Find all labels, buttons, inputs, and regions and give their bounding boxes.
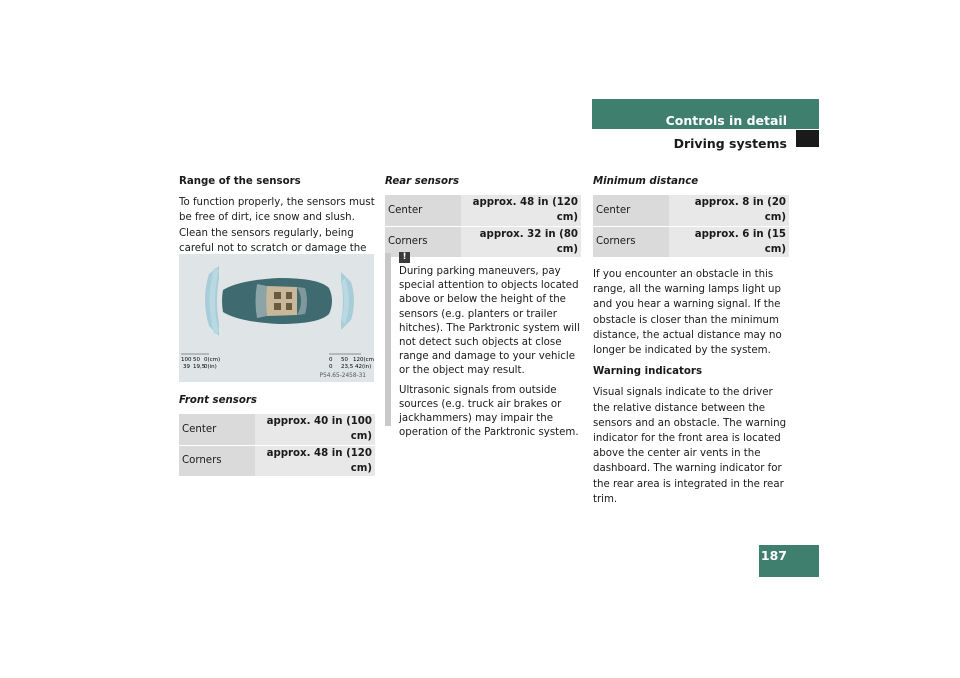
scale-right-cm-1: 50 xyxy=(341,357,348,363)
header-marker xyxy=(796,130,819,147)
rear-sensors-title: Rear sensors xyxy=(385,176,460,187)
table-label: Corners xyxy=(179,445,255,476)
range-paragraph: To function properly, the sensors must be free of dirt, ice snow and slush. Clean the sensors regularly, being careful not to scratch or damage the xyxy=(179,197,375,254)
front-sensors-title: Front sensors xyxy=(179,395,257,406)
table-label: Center xyxy=(179,414,255,445)
table-value: approx. 6 in (15 cm) xyxy=(669,226,789,257)
rear-sensors xyxy=(385,174,581,257)
table-row xyxy=(179,414,375,445)
page-number: 187 xyxy=(760,548,787,563)
table-label: Center xyxy=(593,195,669,226)
warning-note xyxy=(385,252,580,439)
car-topview-illustration xyxy=(179,254,374,382)
column-3 xyxy=(593,174,789,513)
scale-left-cm-0: 100 xyxy=(181,357,192,363)
min-distance-table xyxy=(593,195,789,257)
scale-right-cm-2: 120(cm) xyxy=(353,357,374,363)
scale-right-cm-0: 0 xyxy=(329,357,333,363)
section-title: Controls in detail xyxy=(665,113,787,128)
scale-right-in-2: 42(in) xyxy=(355,364,372,370)
front-sensors xyxy=(179,393,375,476)
rear-sensors-table xyxy=(385,195,581,257)
table-value: approx. 48 in (120 cm) xyxy=(255,445,375,476)
figure-code: P54.65-2458-31 xyxy=(319,373,366,379)
scale-left-in-0: 39 xyxy=(183,364,190,370)
front-sensors-table xyxy=(179,414,375,476)
note-text xyxy=(399,265,581,445)
scale-left-in-1: 19,5 xyxy=(193,364,206,370)
scale-left-in-2: 0(in) xyxy=(204,364,217,370)
table-label: Corners xyxy=(593,226,669,257)
table-label: Center xyxy=(385,195,461,226)
scale-left-cm-1: 50 xyxy=(193,357,200,363)
note-paragraph-1: During parking maneuvers, pay special attention to objects located above or below the height of the sensors (e.g. planters or trailer hitches). The Parktronic system will not detect such objects at close range and damage to your vehicle or the object may result. xyxy=(399,266,580,377)
table-row xyxy=(593,195,789,226)
section-subtitle: Driving systems xyxy=(673,136,787,151)
warning-indicators-heading: Warning indicators xyxy=(593,366,703,378)
page-number-tab xyxy=(759,545,819,577)
scale-right-in-0: 0 xyxy=(329,364,333,370)
warning-indicators-paragraph: Visual signals indicate to the driver the relative distance between the sensors and an obstacle. The warning indicator for the front area is located above the center air vents in the dashboard. The warning indicator for the rear area is integrated in the rear trim. xyxy=(593,387,787,505)
exclamation-icon: ! xyxy=(399,252,410,263)
table-value: approx. 48 in (120 cm) xyxy=(461,195,581,226)
scale-right-in-1: 23,5 xyxy=(341,364,354,370)
sensor-range-figure xyxy=(179,254,374,382)
min-distance-title: Minimum distance xyxy=(593,176,699,187)
note-paragraph-2: Ultrasonic signals from outside sources (e.g. truck air brakes or jackhammers) may impair the operation of the Parktronic system. xyxy=(399,384,579,439)
table-row xyxy=(593,226,789,257)
table-row xyxy=(385,195,581,226)
table-row xyxy=(179,445,375,476)
note-side-bar xyxy=(385,253,391,426)
table-value: approx. 32 in (80 cm) xyxy=(461,226,581,257)
table-label: Corners xyxy=(385,226,461,257)
min-distance-paragraph: If you encounter an obstacle in this range, all the warning lamps light up and you hear a warning signal. If the obstacle is closer than the minimum distance, the actual distance may no longer be indicated by the system. xyxy=(593,269,782,357)
header-bar xyxy=(592,99,819,129)
table-value: approx. 40 in (100 cm) xyxy=(255,414,375,445)
table-value: approx. 8 in (20 cm) xyxy=(669,195,789,226)
range-heading: Range of the sensors xyxy=(179,176,301,187)
scale-left-cm-2: 0(cm) xyxy=(204,357,221,363)
